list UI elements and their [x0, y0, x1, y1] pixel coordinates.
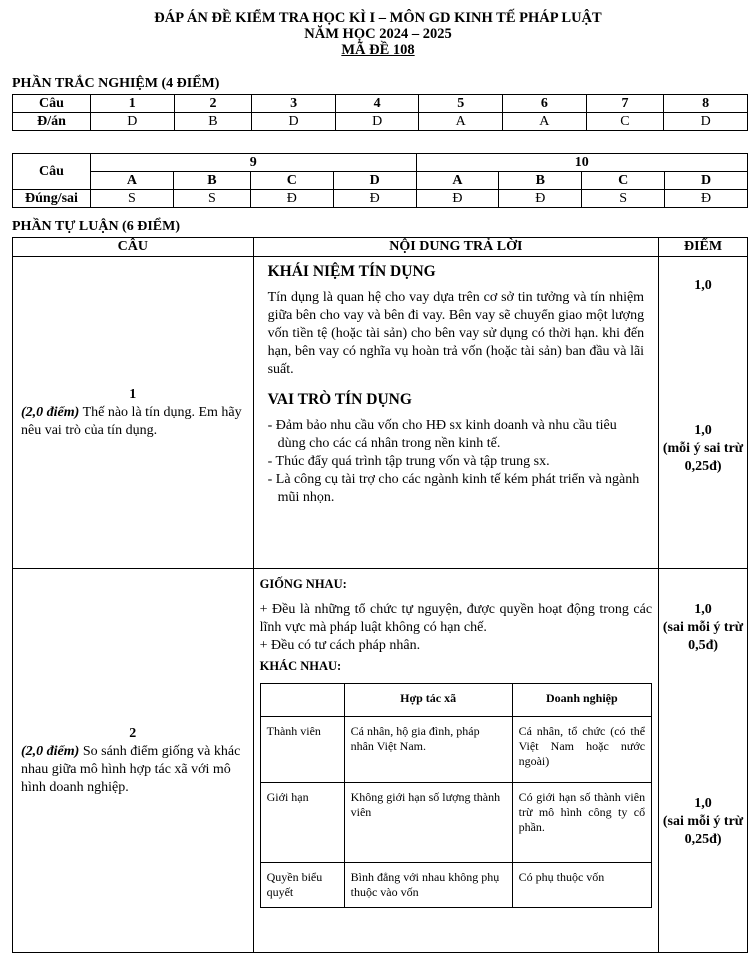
- tf-letter: C: [582, 172, 665, 190]
- score-1-cell: [659, 257, 748, 569]
- table-row: [260, 684, 651, 717]
- question-text: [21, 743, 245, 797]
- mc-answer: D: [252, 113, 336, 131]
- comparison-value: Bình đẳng với nhau không phụ thuộc vào vốn: [344, 863, 512, 908]
- table-row: [13, 113, 748, 131]
- answer-1-cell: [253, 257, 658, 569]
- comparison-criterion: Thành viên: [260, 717, 344, 783]
- question-prompt: Thế nào là tín dụng. Em hãy nêu vai trò của tín dụng.: [21, 404, 242, 438]
- question-2-cell: [13, 569, 254, 953]
- question-text: [21, 404, 245, 440]
- table-row: [13, 95, 748, 113]
- school-year: NĂM HỌC 2024 – 2025: [304, 26, 452, 42]
- answer-paragraph: Tín dụng là quan hệ cho vay dựa trên cơ sở tin tưởng và tín nhiệm giữa bên cho vay và bên đi vay. Bên vay sẽ chuyển giao một lượng vốn tiền tệ (hoặc tài sản) cho bên vay sử dụng có thời hạn. khi đến hạn, bên vay có nghĩa vụ hoàn trả vốn (hoặc tài sản) ban đầu và lãi suất.: [267, 290, 645, 377]
- tf-question-10: 10: [416, 154, 747, 172]
- tf-letter: A: [416, 172, 499, 190]
- tf-row-label: Câu: [13, 154, 91, 190]
- question-points: (2,0 điểm): [21, 743, 80, 759]
- question-number: 1: [129, 386, 137, 402]
- tf-letter: B: [173, 172, 250, 190]
- tf-answer: Đ: [416, 190, 499, 208]
- question-number: 2: [129, 725, 137, 741]
- tf-answer: Đ: [333, 190, 416, 208]
- tf-question-9: 9: [91, 154, 417, 172]
- question-1-cell: [13, 257, 254, 569]
- document-header: [0, 10, 756, 58]
- tf-letter: C: [250, 172, 333, 190]
- answer-heading: KHÁI NIỆM TÍN DỤNG: [267, 263, 436, 280]
- mc-section-title: PHẦN TRẮC NGHIỆM (4 ĐIỂM): [12, 76, 220, 91]
- list-item: - Thúc đẩy quá trình tập trung vốn và tập trung sx.: [267, 454, 550, 469]
- mc-number: 6: [503, 95, 587, 113]
- table-row: [260, 863, 651, 908]
- score-2-cell: [659, 569, 748, 953]
- comparison-value: Cá nhân, hộ gia đình, pháp nhân Việt Nam.: [344, 717, 512, 783]
- score-note: (sai mỗi ý trừ 0,25đ): [662, 814, 744, 847]
- mc-answer: A: [503, 113, 587, 131]
- roles-list: [268, 417, 644, 507]
- tf-letter: B: [499, 172, 582, 190]
- score-value: 1,0: [694, 423, 712, 438]
- score-note: (sai mỗi ý trừ 0,5đ): [662, 620, 744, 653]
- answer-paragraph: + Đều có tư cách pháp nhân.: [259, 638, 421, 653]
- tf-row-label: Đúng/sai: [13, 190, 91, 208]
- table-row: [260, 717, 651, 783]
- mc-number: 7: [586, 95, 664, 113]
- answer-2-cell: [253, 569, 658, 953]
- list-item: - Là công cụ tài trợ cho các ngành kinh tế kém phát triển và ngành mũi nhọn.: [267, 472, 640, 505]
- exam-code: MÃ ĐỀ 108: [341, 42, 415, 58]
- question-points: (2,0 điểm): [21, 404, 80, 420]
- mc-answer: C: [586, 113, 664, 131]
- score-note: (mỗi ý sai trừ 0,25đ): [662, 441, 744, 474]
- mc-row-label: Câu: [13, 95, 91, 113]
- table-row: [13, 569, 748, 953]
- mc-answer: D: [91, 113, 175, 131]
- answer-subheading: GIỐNG NHAU:: [259, 577, 347, 591]
- table-row: [13, 238, 748, 257]
- table-row: [13, 257, 748, 569]
- essay-section-title: PHẦN TỰ LUẬN (6 ĐIỂM): [12, 219, 180, 234]
- document-title: ĐÁP ÁN ĐỀ KIỂM TRA HỌC KÌ I – MÔN GD KINH TẾ PHÁP LUẬT: [154, 10, 602, 26]
- mc-answer: D: [664, 113, 748, 131]
- tf-answer: Đ: [665, 190, 748, 208]
- score-value: 1,0: [694, 602, 712, 617]
- comparison-table: [260, 683, 652, 908]
- answer-subheading: KHÁC NHAU:: [259, 659, 342, 673]
- comparison-header: Doanh nghiệp: [512, 684, 651, 717]
- mc-row-label: Đ/án: [13, 113, 91, 131]
- answer-paragraph: + Đều là những tổ chức tự nguyện, được quyền hoạt động trong các lĩnh vực mà pháp luật không có hạn chế.: [259, 602, 653, 635]
- tf-answer: S: [173, 190, 250, 208]
- col-content-header: NỘI DUNG TRẢ LỜI: [253, 238, 658, 257]
- mc-number: 2: [174, 95, 252, 113]
- mc-answer-table: [12, 94, 748, 131]
- tf-answer-table: [12, 153, 748, 208]
- tf-letter: A: [91, 172, 174, 190]
- mc-answer: B: [174, 113, 252, 131]
- mc-number: 4: [335, 95, 419, 113]
- table-row: [13, 154, 748, 172]
- table-row: [13, 172, 748, 190]
- mc-number: 5: [419, 95, 503, 113]
- mc-number: 3: [252, 95, 336, 113]
- mc-number: 1: [91, 95, 175, 113]
- comparison-header: Hợp tác xã: [344, 684, 512, 717]
- comparison-value: Cá nhân, tổ chức (có thể Việt Nam hoặc nước ngoài): [512, 717, 651, 783]
- tf-letter: D: [665, 172, 748, 190]
- answer-heading: VAI TRÒ TÍN DỤNG: [267, 391, 412, 408]
- essay-table: [12, 237, 748, 953]
- col-question-header: CÂU: [13, 238, 254, 257]
- tf-letter: D: [333, 172, 416, 190]
- tf-answer: S: [91, 190, 174, 208]
- comparison-header: [260, 684, 344, 717]
- mc-number: 8: [664, 95, 748, 113]
- tf-answer: S: [582, 190, 665, 208]
- tf-answer: Đ: [499, 190, 582, 208]
- comparison-value: Có giới hạn số thành viên trừ mô hình công ty cổ phần.: [512, 783, 651, 863]
- tf-answer: Đ: [250, 190, 333, 208]
- score-value: 1,0: [694, 796, 712, 811]
- mc-answer: D: [335, 113, 419, 131]
- comparison-value: Không giới hạn số lượng thành viên: [344, 783, 512, 863]
- col-score-header: ĐIỂM: [659, 238, 748, 257]
- score-value: 1,0: [694, 278, 712, 293]
- question-prompt: So sánh điểm giống và khác nhau giữa mô hình hợp tác xã với mô hình doanh nghiệp.: [21, 743, 241, 795]
- table-row: [260, 783, 651, 863]
- mc-answer: A: [419, 113, 503, 131]
- comparison-criterion: Quyền biểu quyết: [260, 863, 344, 908]
- comparison-value: Có phụ thuộc vốn: [512, 863, 651, 908]
- table-row: [13, 190, 748, 208]
- list-item: - Đảm bảo nhu cầu vốn cho HĐ sx kinh doanh và nhu cầu tiêu dùng cho các cá nhân trong nền kinh tế.: [267, 418, 617, 451]
- comparison-criterion: Giới hạn: [260, 783, 344, 863]
